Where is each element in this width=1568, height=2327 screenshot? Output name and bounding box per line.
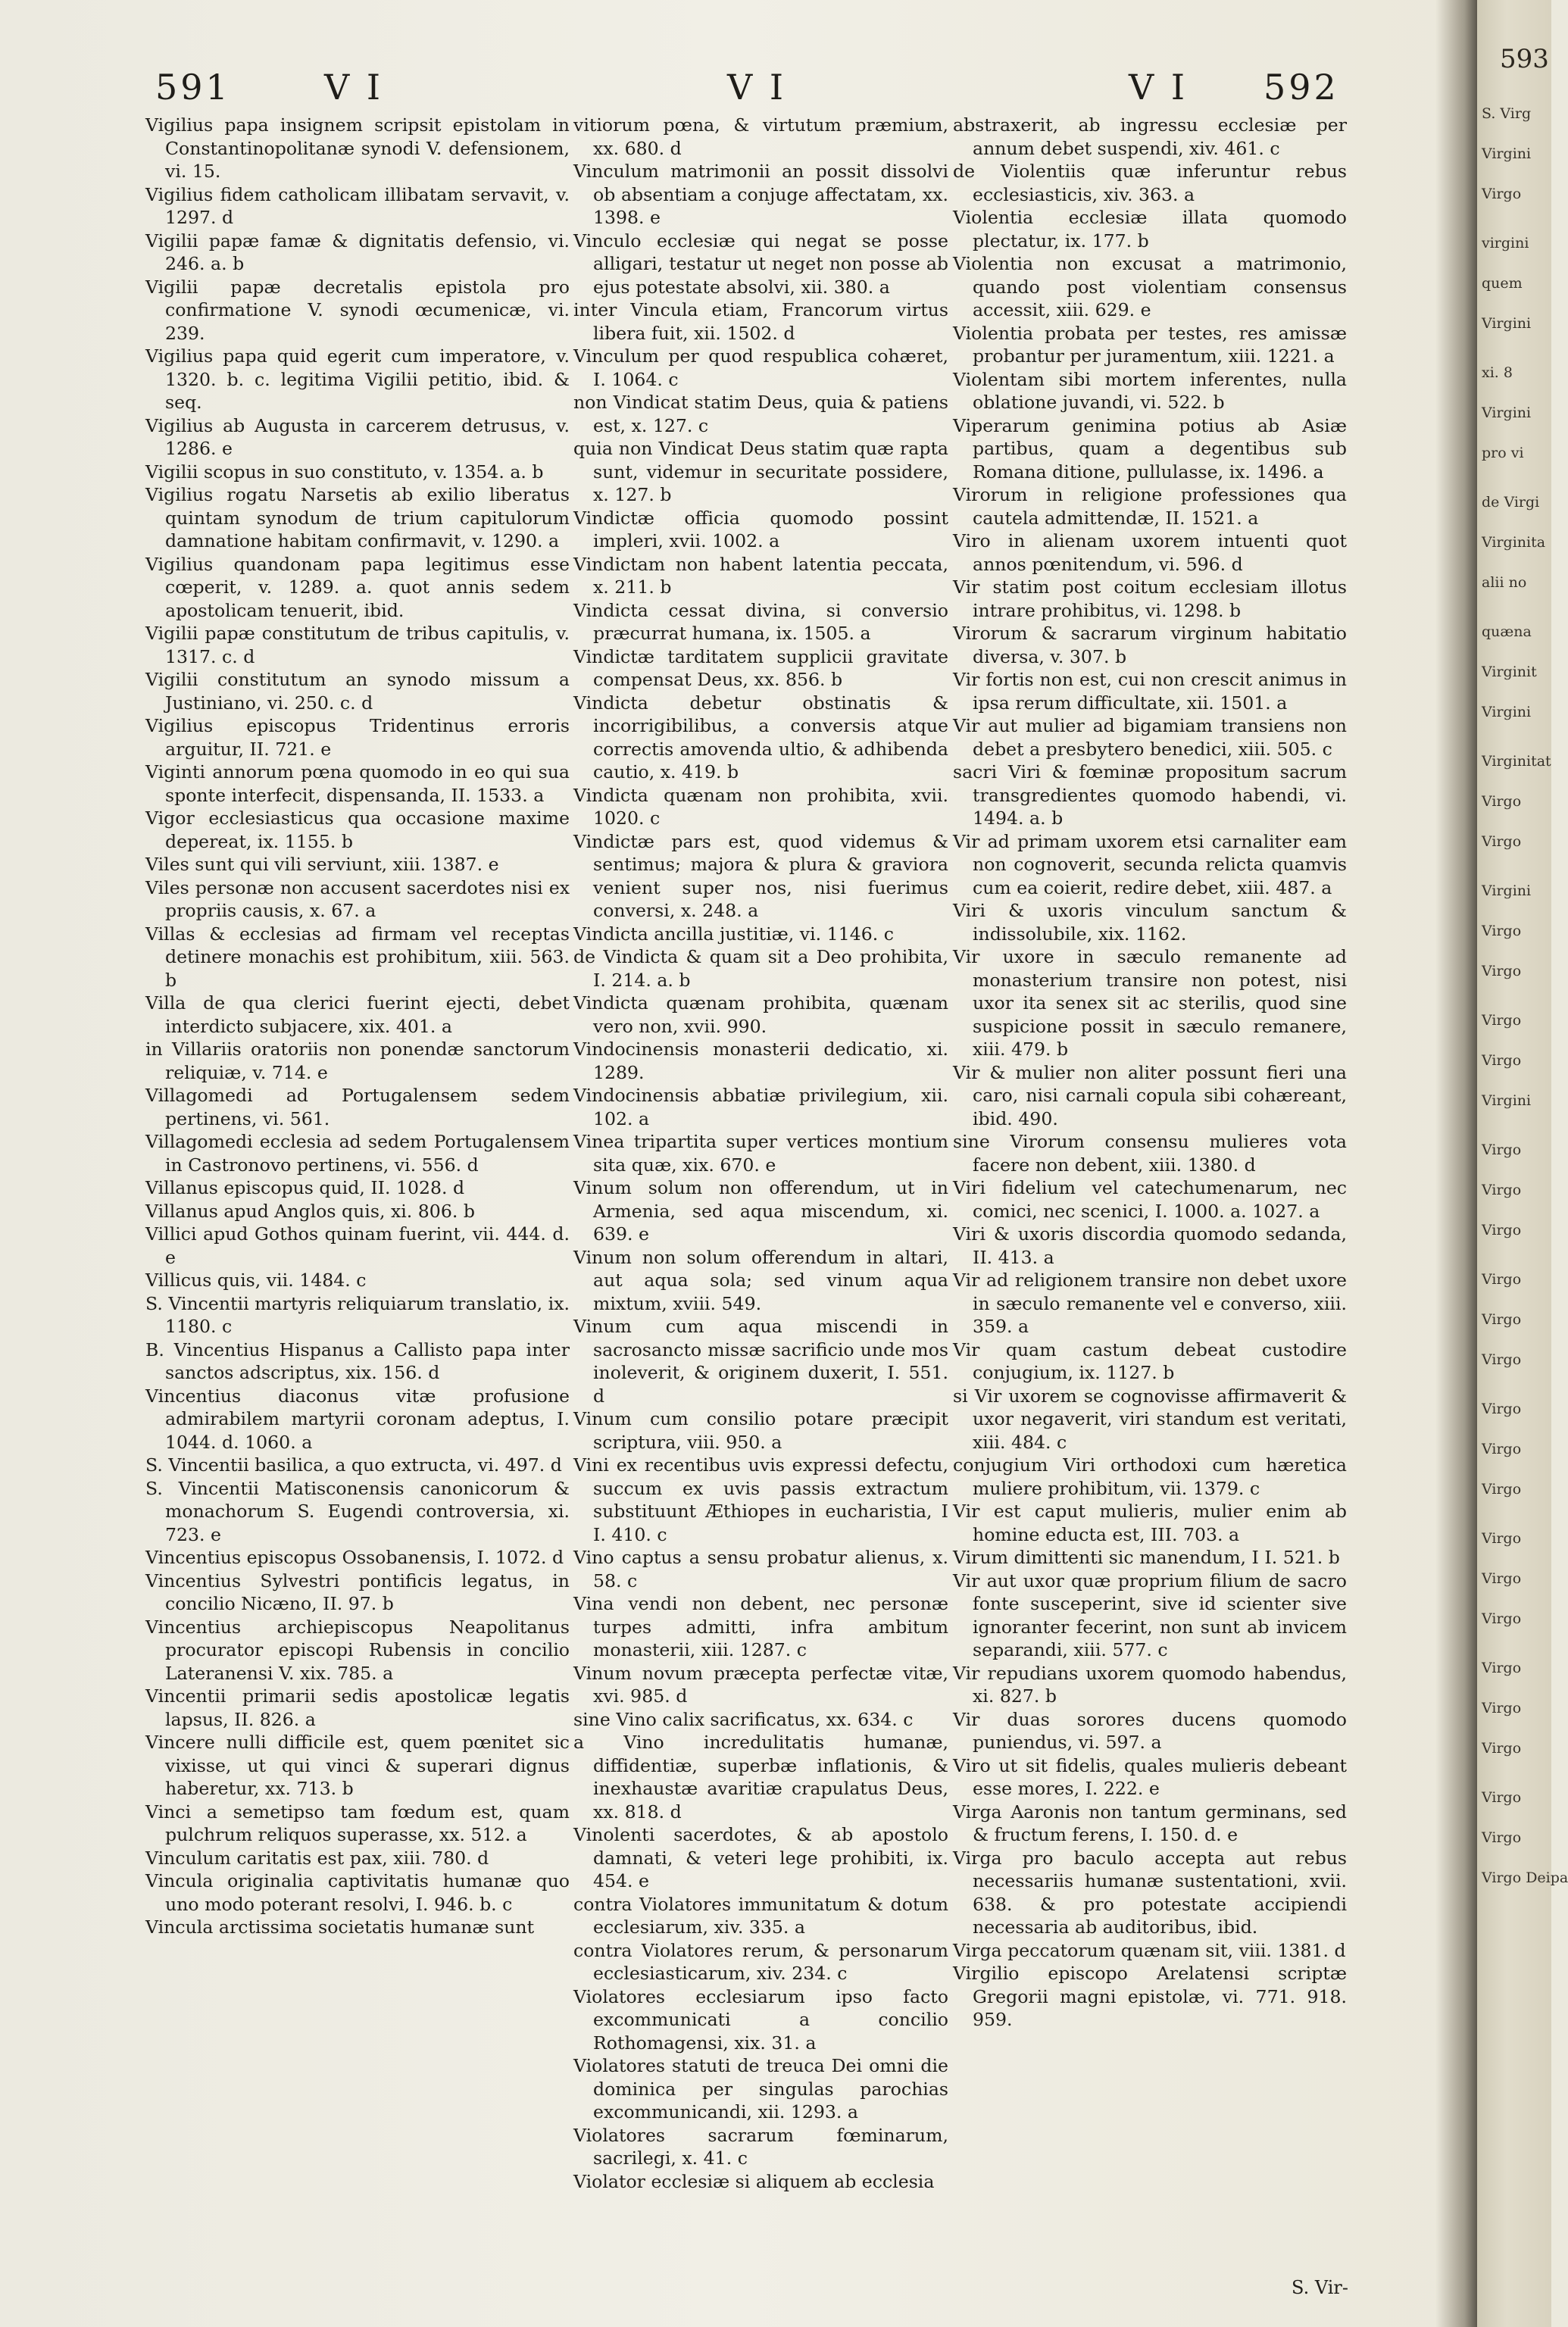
index-entry: Vigilii papæ famæ & dignitatis defensio, vi. 246. a. b bbox=[145, 230, 570, 274]
index-entry: Vir & mulier non aliter possunt fieri una caro, nisi carnali copula sibi cohæreant, ibid. 490. bbox=[953, 1061, 1347, 1129]
index-column-right bbox=[953, 114, 1347, 2032]
index-entry: Vinum cum aqua miscendi in sacrosancto missæ sacrificio unde mos inoleverit, & originem duxerit, I. 551. d bbox=[573, 1316, 948, 1407]
facing-page-fragment: Virgo bbox=[1482, 1401, 1522, 1417]
index-entry: S. Vincentii basilica, a quo extructa, vi. 497. d bbox=[145, 1454, 562, 1476]
index-entry: Vindictæ officia quomodo possint impleri, xvii. 1002. a bbox=[573, 507, 948, 551]
index-entry: Violentia ecclesiæ illata quomodo plectatur, ix. 177. b bbox=[953, 207, 1347, 251]
index-entry: Viles sunt qui vili serviunt, xiii. 1387. e bbox=[145, 854, 499, 875]
index-entry: Vigilius ab Augusta in carcerem detrusus, v. 1286. e bbox=[145, 414, 570, 459]
index-entry: Vini ex recentibus uvis expressi defectu, succum ex uvis passis extractum substituunt Æthiopes in eucharistia, I I. 410. c bbox=[573, 1454, 948, 1545]
facing-page-fragment: virgini bbox=[1482, 235, 1529, 251]
index-entry: Virgilio episcopo Arelatensi scriptæ Gregorii magni epistolæ, vi. 771. 918. 959. bbox=[953, 1963, 1347, 2030]
facing-page-number: 593 bbox=[1500, 44, 1549, 74]
index-entry: Vir repudians uxorem quomodo habendus, xi. 827. b bbox=[953, 1662, 1347, 1707]
index-entry: abstraxerit, ab ingressu ecclesiæ per annum debet suspendi, xiv. 461. c bbox=[953, 114, 1347, 159]
facing-page-fragment: Virgo bbox=[1482, 923, 1522, 939]
index-entry: Vindicta ancilla justitiæ, vi. 1146. c bbox=[573, 923, 894, 945]
index-entry: Villici apud Gothos quinam fuerint, vii. 444. d. e bbox=[145, 1223, 570, 1268]
facing-page-fragment: Virgo bbox=[1482, 1182, 1522, 1198]
index-entry: sine Virorum consensu mulieres vota facere non debent, xiii. 1380. d bbox=[953, 1131, 1347, 1176]
index-entry: Vindocinensis monasterii dedicatio, xi. 1289. bbox=[573, 1039, 948, 1083]
index-column-center bbox=[573, 114, 948, 2193]
index-entry: Virum dimittenti sic manendum, I I. 521. b bbox=[953, 1547, 1340, 1568]
facing-page-fragment: pro vi bbox=[1482, 445, 1524, 461]
facing-page-fragment: de Virgi bbox=[1482, 494, 1540, 511]
index-entry: Vir duas sorores ducens quomodo puniendus, vi. 597. a bbox=[953, 1708, 1347, 1753]
right-page-number: 592 bbox=[1263, 67, 1339, 108]
facing-page-fragment: Virginita bbox=[1482, 534, 1546, 551]
facing-page-fragment: quem bbox=[1482, 275, 1523, 292]
index-entry: S. Vincentii martyris reliquiarum translatio, ix. 1180. c bbox=[145, 1292, 570, 1337]
facing-page-fragment: quæna bbox=[1482, 623, 1532, 640]
facing-page-fragment: Virgo bbox=[1482, 1829, 1522, 1846]
catchword: S. Vir- bbox=[1292, 2277, 1349, 2298]
index-entry: Vinculum matrimonii an possit dissolvi ob absentiam a conjuge affectatam, xx. 1398. e bbox=[573, 161, 948, 228]
center-header-letters: V I bbox=[727, 67, 787, 108]
facing-page-fragment: Virgini bbox=[1482, 704, 1532, 720]
index-entry: Vigilius fidem catholicam illibatam servavit, v. 1297. d bbox=[145, 183, 570, 228]
index-entry: Vir aut uxor quæ proprium filium de sacro fonte susceperint, sive id scienter sive ignoranter fecerint, non sunt ab invicem separandi, xiii. 577. c bbox=[953, 1570, 1347, 1660]
index-entry: Vigilii papæ decretalis epistola pro confirmatione V. synodi œcumenicæ, vi. 239. bbox=[145, 276, 570, 344]
facing-page-fragment: Virgini bbox=[1482, 404, 1532, 421]
index-entry: Vinculum caritatis est pax, xiii. 780. d bbox=[145, 1847, 489, 1869]
index-entry: Vincentius episcopus Ossobanensis, I. 1072. d bbox=[145, 1547, 564, 1568]
facing-page-fragments bbox=[1477, 105, 1568, 1888]
index-entry: Vir quam castum debeat custodire conjugium, ix. 1127. b bbox=[953, 1338, 1347, 1383]
index-entry: Vigilius episcopus Tridentinus erroris arguitur, II. 721. e bbox=[145, 715, 570, 760]
index-entry: Vindictæ tarditatem supplicii gravitate compensat Deus, xx. 856. b bbox=[573, 645, 948, 690]
index-entry: sine Vino calix sacrificatus, xx. 634. c bbox=[573, 1708, 914, 1730]
index-entry: Vincentius diaconus vitæ profusione admirabilem martyrii coronam adeptus, I. 1044. d. 1060. a bbox=[145, 1385, 570, 1453]
facing-page-edge bbox=[1477, 0, 1568, 2327]
index-entry: Violatores statuti de treuca Dei omni die dominica per singulas parochias excommunicandi, xii. 1293. a bbox=[573, 2055, 948, 2122]
left-header-letters: V I bbox=[324, 67, 384, 108]
index-entry: Vindicta quænam non prohibita, xvii. 1020. c bbox=[573, 784, 948, 829]
index-entry: Viro in alienam uxorem intuenti quot annos pœnitendum, vi. 596. d bbox=[953, 530, 1347, 575]
index-entry: S. Vincentii Matisconensis canonicorum & monachorum S. Eugendi controversia, xi. 723. e bbox=[145, 1477, 570, 1545]
facing-page-fragment: Virgo bbox=[1482, 1142, 1522, 1158]
index-entry: Vindicta cessat divina, si conversio præcurrat humana, ix. 1505. a bbox=[573, 599, 948, 644]
index-entry: Vindictam non habent latentia peccata, x. 211. b bbox=[573, 553, 948, 598]
index-entry: conjugium Viri orthodoxi cum hæretica muliere prohibitum, vii. 1379. c bbox=[953, 1454, 1347, 1499]
index-entry: Villagomedi ecclesia ad sedem Portugalensem in Castronovo pertinens, vi. 556. d bbox=[145, 1131, 570, 1176]
facing-page-fragment: Virgo bbox=[1482, 1660, 1522, 1676]
index-entry: Vigilii papæ constitutum de tribus capitulis, v. 1317. c. d bbox=[145, 623, 570, 667]
index-entry: Vir est caput mulieris, mulier enim ab homine educta est, III. 703. a bbox=[953, 1501, 1347, 1545]
index-entry: Villanus apud Anglos quis, xi. 806. b bbox=[145, 1200, 475, 1222]
index-entry: Vigilius papa insignem scripsit epistolam in Constantinopolitanæ synodi V. defensionem, vi. 15. bbox=[145, 114, 570, 182]
index-entry: Violentia probata per testes, res amissæ probantur per juramentum, xiii. 1221. a bbox=[953, 322, 1347, 367]
index-entry: Violatores ecclesiarum ipso facto excommunicati a concilio Rothomagensi, xix. 31. a bbox=[573, 1985, 948, 2054]
facing-page-fragment: Virgo bbox=[1482, 186, 1522, 202]
facing-page-fragment: Virginitat bbox=[1482, 753, 1551, 770]
facing-page-fragment: Virgo bbox=[1482, 1052, 1522, 1069]
index-entry: Virorum in religione professiones qua cautela admittendæ, II. 1521. a bbox=[953, 484, 1347, 529]
facing-page-fragment: Virgini bbox=[1482, 1092, 1532, 1109]
facing-page-fragment: Virgo bbox=[1482, 1441, 1522, 1457]
index-entry: Vincentius archiepiscopus Neapolitanus procurator episcopi Rubensis in concilio Lateranensi V. xix. 785. a bbox=[145, 1616, 570, 1684]
index-entry: si Vir uxorem se cognovisse affirmaverit & uxor negaverit, viri standum est veritati, xiii. 484. c bbox=[953, 1385, 1347, 1453]
index-entry: Villagomedi ad Portugalensem sedem pertinens, vi. 561. bbox=[145, 1085, 570, 1129]
facing-page-fragment: Virgo bbox=[1482, 833, 1522, 850]
index-entry: Virga Aaronis non tantum germinans, sed & fructum ferens, I. 150. d. e bbox=[953, 1801, 1347, 1845]
index-entry: Vinolenti sacerdotes, & ab apostolo damnati, & veteri lege prohibiti, ix. 454. e bbox=[573, 1824, 948, 1891]
facing-page-fragment: Virgo bbox=[1482, 1311, 1522, 1328]
facing-page-fragment: Virgo bbox=[1482, 1222, 1522, 1238]
index-entry: Villicus quis, vii. 1484. c bbox=[145, 1270, 367, 1291]
facing-page-fragment: alii no bbox=[1482, 574, 1527, 591]
index-entry: Vinum cum consilio potare præcipit scriptura, viii. 950. a bbox=[573, 1408, 948, 1453]
index-entry: Vincere nulli difficile est, quem pœnitet sic vixisse, ut qui vinci & superari dignus haberetur, xx. 713. b bbox=[145, 1732, 570, 1799]
index-entry: Vir fortis non est, cui non crescit animus in ipsa rerum difficultate, xii. 1501. a bbox=[953, 669, 1347, 714]
index-entry: a Vino incredulitatis humanæ, diffidentiæ, superbæ inflationis, & inexhaustæ avaritiæ crapulatus Deus, xx. 818. d bbox=[573, 1732, 948, 1823]
index-entry: Vigor ecclesiasticus qua occasione maxime depereat, ix. 1155. b bbox=[145, 807, 570, 852]
facing-page-fragment: Virgo bbox=[1482, 1481, 1522, 1498]
facing-page-fragment: Virgo bbox=[1482, 1740, 1522, 1757]
index-entry: Vindicta debetur obstinatis & incorrigibilibus, a conversis atque correctis amovenda ultio, & adhibenda cautio, x. 419. b bbox=[573, 692, 948, 782]
index-entry: Vinum novum præcepta perfectæ vitæ, xvi. 985. d bbox=[573, 1662, 948, 1707]
index-entry: Vincentius Sylvestri pontificis legatus, in concilio Nicæno, II. 97. b bbox=[145, 1570, 570, 1614]
index-entry: inter Vincula etiam, Francorum virtus libera fuit, xii. 1502. d bbox=[573, 299, 948, 344]
index-entry: Vir aut mulier ad bigamiam transiens non debet a presbytero benedici, xiii. 505. c bbox=[953, 715, 1347, 760]
index-entry: de Violentiis quæ inferuntur rebus ecclesiasticis, xiv. 363. a bbox=[953, 161, 1347, 205]
index-column-left bbox=[145, 114, 570, 1939]
index-entry: de Vindicta & quam sit a Deo prohibita, I. 214. a. b bbox=[573, 946, 948, 991]
facing-page-fragment: Virgo bbox=[1482, 1351, 1522, 1368]
index-entry: Vir ad primam uxorem etsi carnaliter eam non cognoverit, secunda relicta quamvis cum ea coierit, redire debet, xiii. 487. a bbox=[953, 830, 1347, 898]
facing-page-fragment: S. Virg bbox=[1482, 105, 1532, 122]
gutter-shadow bbox=[1435, 0, 1477, 2327]
index-entry: Vina vendi non debent, nec personæ turpes admitti, infra ambitum monasterii, xiii. 1287. c bbox=[573, 1593, 948, 1660]
index-entry: Viri & uxoris discordia quomodo sedanda, II. 413. a bbox=[953, 1223, 1347, 1268]
facing-page-fragment: Virgo bbox=[1482, 1610, 1522, 1627]
index-entry: Viperarum genimina potius ab Asiæ partibus, quam a degentibus sub Romana ditione, pullulasse, ix. 1496. a bbox=[953, 414, 1347, 483]
index-entry: Vindocinensis abbatiæ privilegium, xii. 102. a bbox=[573, 1085, 948, 1129]
index-entry: Viles personæ non accusent sacerdotes nisi ex propriis causis, x. 67. a bbox=[145, 876, 570, 921]
index-entry: Vinculo ecclesiæ qui negat se posse alligari, testatur ut neget non posse ab ejus potestate absolvi, xii. 380. a bbox=[573, 230, 948, 298]
facing-page-fragment: Virgo bbox=[1482, 1012, 1522, 1029]
index-entry: vitiorum pœna, & virtutum præmium, xx. 680. d bbox=[573, 114, 948, 159]
facing-page-fragment: Virgo bbox=[1482, 1271, 1522, 1288]
index-entry: Violator ecclesiæ si aliquem ab ecclesia bbox=[573, 2170, 935, 2192]
index-entry: Virga pro baculo accepta aut rebus necessariis humanæ sustentationi, xvii. 638. & pro potestate accipiendi necessaria ab auditoribus, ibid. bbox=[953, 1847, 1347, 1938]
index-entry: Violentam sibi mortem inferentes, nulla oblatione juvandi, vi. 522. b bbox=[953, 368, 1347, 413]
index-entry: Vir uxore in sæculo remanente ad monasterium transire non potest, nisi uxor ita senex sit ac sterilis, quod sine suspicione possit in sæculo remanere, xiii. 479. b bbox=[953, 946, 1347, 1060]
facing-page-fragment: Virginit bbox=[1482, 664, 1537, 680]
index-entry: Vir statim post coitum ecclesiam illotus intrare prohibitus, vi. 1298. b bbox=[953, 576, 1347, 621]
facing-page-fragment: Virgo Deipa bbox=[1482, 1869, 1568, 1886]
running-header bbox=[0, 67, 1462, 120]
index-entry: Viginti annorum pœna quomodo in eo qui sua sponte interfecit, dispensanda, II. 1533. a bbox=[145, 761, 570, 806]
index-entry: Vinea tripartita super vertices montium sita quæ, xix. 670. e bbox=[573, 1131, 948, 1176]
facing-page-fragment: Virgo bbox=[1482, 1530, 1522, 1547]
index-entry: contra Violatores immunitatum & dotum ecclesiarum, xiv. 335. a bbox=[573, 1893, 948, 1938]
index-entry: Vinum solum non offerendum, ut in Armenia, sed aqua miscendum, xi. 639. e bbox=[573, 1177, 948, 1245]
index-entry: Villanus episcopus quid, II. 1028. d bbox=[145, 1177, 465, 1198]
left-page-number: 591 bbox=[155, 67, 231, 108]
index-entry: quia non Vindicat Deus statim quæ rapta sunt, videmur in securitate possidere, x. 127. b bbox=[573, 438, 948, 505]
index-entry: Vigilius rogatu Narsetis ab exilio liberatus quintam synodum de trium capitulorum damnatione habitam confirmavit, v. 1290. a bbox=[145, 484, 570, 551]
index-entry: Vigilius papa quid egerit cum imperatore, v. 1320. b. c. legitima Vigilii petitio, ibid. & seq. bbox=[145, 345, 570, 413]
index-entry: Vincula originalia captivitatis humanæ quo uno modo poterant resolvi, I. 946. b. c bbox=[145, 1870, 570, 1915]
facing-page-fragment: xi. 8 bbox=[1482, 364, 1513, 381]
facing-page-fragment: Virgo bbox=[1482, 1700, 1522, 1716]
index-entry: Villa de qua clerici fuerint ejecti, debet interdicto subjacere, xix. 401. a bbox=[145, 992, 570, 1037]
facing-page-fragment: Virgo bbox=[1482, 1570, 1522, 1587]
index-entry: non Vindicat statim Deus, quia & patiens est, x. 127. c bbox=[573, 392, 948, 436]
index-entry: B. Vincentius Hispanus a Callisto papa inter sanctos adscriptus, xix. 156. d bbox=[145, 1338, 570, 1383]
index-entry: Vincentii primarii sedis apostolicæ legatis lapsus, II. 826. a bbox=[145, 1685, 570, 1730]
index-entry: Vigilii scopus in suo constituto, v. 1354. a. b bbox=[145, 461, 544, 483]
index-entry: Vino captus a sensu probatur alienus, x. 58. c bbox=[573, 1547, 948, 1591]
facing-page-fragment: Virgini bbox=[1482, 145, 1532, 162]
index-entry: Vir ad religionem transire non debet uxore in sæculo remanente vel e converso, xiii. 359. a bbox=[953, 1270, 1347, 1337]
facing-page-fragment: Virgini bbox=[1482, 882, 1532, 899]
index-entry: Violatores sacrarum fœminarum, sacrilegi, x. 41. c bbox=[573, 2124, 948, 2169]
index-entry: Vinum non solum offerendum in altari, aut aqua sola; sed vinum aqua mixtum, xviii. 549. bbox=[573, 1246, 948, 1314]
index-entry: Violentia non excusat a matrimonio, quando post violentiam consensus accessit, xiii. 629. e bbox=[953, 253, 1347, 320]
index-entry: Viro ut sit fidelis, quales mulieris debeant esse mores, I. 222. e bbox=[953, 1754, 1347, 1799]
index-entry: sacri Viri & fœminæ propositum sacrum transgredientes quomodo habendi, vi. 1494. a. b bbox=[953, 761, 1347, 829]
index-entry: Viri fidelium vel catechumenarum, nec comici, nec scenici, I. 1000. a. 1027. a bbox=[953, 1177, 1347, 1222]
index-entry: Vindictæ pars est, quod videmus & sentimus; majora & plura & graviora venient super nos, nisi fuerimus conversi, x. 248. a bbox=[573, 830, 948, 921]
index-entry: Vincula arctissima societatis humanæ sunt bbox=[145, 1916, 535, 1938]
index-entry: Virga peccatorum quænam sit, viii. 1381. d bbox=[953, 1939, 1346, 1961]
index-entry: Villas & ecclesias ad firmam vel receptas detinere monachis est prohibitum, xiii. 563. b bbox=[145, 923, 570, 991]
index-entry: Vigilii constitutum an synodo missum a Justiniano, vi. 250. c. d bbox=[145, 669, 570, 714]
facing-page-fragment: Virgo bbox=[1482, 1789, 1522, 1806]
index-entry: Vinci a semetipso tam fœdum est, quam pulchrum reliquos superasse, xx. 512. a bbox=[145, 1801, 570, 1845]
facing-page-fragment: Virgo bbox=[1482, 963, 1522, 979]
right-header-letters: V I bbox=[1129, 67, 1188, 108]
index-entry: Virorum & sacrarum virginum habitatio diversa, v. 307. b bbox=[953, 623, 1347, 667]
index-entry: Vindicta quænam prohibita, quænam vero non, xvii. 990. bbox=[573, 992, 948, 1037]
index-entry: Vigilius quandonam papa legitimus esse cœperit, v. 1289. a. quot annis sedem apostolicam tenuerit, ibid. bbox=[145, 553, 570, 621]
index-entry: Viri & uxoris vinculum sanctum & indissolubile, xix. 1162. bbox=[953, 900, 1347, 945]
index-entry: in Villariis oratoriis non ponendæ sanctorum reliquiæ, v. 714. e bbox=[145, 1039, 570, 1083]
facing-page-fragment: Virgo bbox=[1482, 793, 1522, 810]
index-entry: Vinculum per quod respublica cohæret, I. 1064. c bbox=[573, 345, 948, 390]
facing-page-fragment: Virgini bbox=[1482, 315, 1532, 332]
index-entry: contra Violatores rerum, & personarum ecclesiasticarum, xiv. 234. c bbox=[573, 1939, 948, 1984]
